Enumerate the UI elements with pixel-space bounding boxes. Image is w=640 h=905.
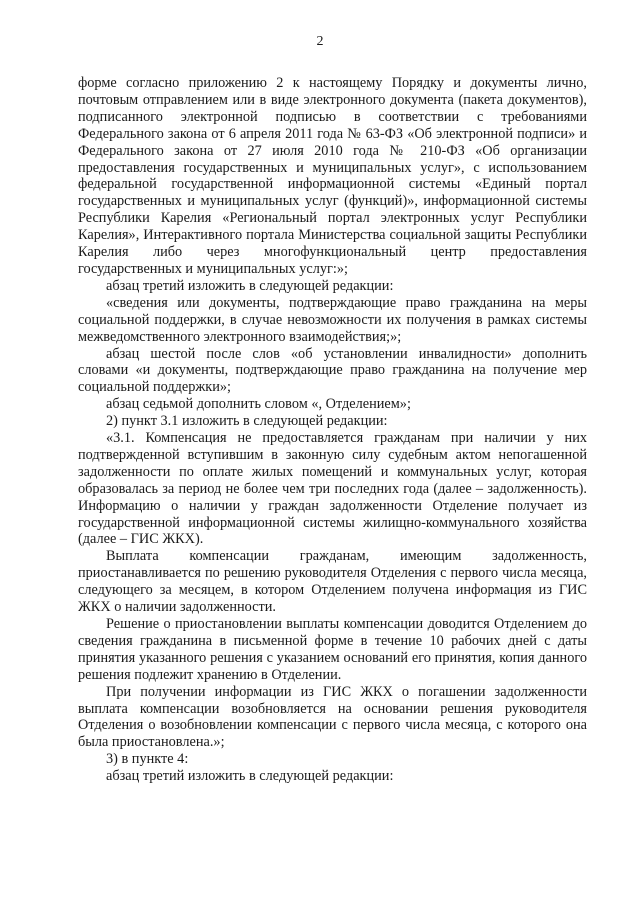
- paragraph: «сведения или документы, подтверждающие право гражданина на меры социальной поддержки, в случае невозможности их получения в рамках системы межведомственного электронного взаимодействия;»;: [78, 294, 587, 345]
- paragraph: 2) пункт 3.1 изложить в следующей редакции:: [106, 413, 388, 430]
- paragraph: абзац третий изложить в следующей редакции:: [106, 768, 394, 785]
- paragraph: абзац шестой после слов «об установлении инвалидности» дополнить словами «и документы, подтверждающие право гражданина на получение мер социальной поддержки»;: [78, 345, 587, 396]
- document-body: [78, 75, 587, 785]
- paragraph: Решение о приостановлении выплаты компенсации доводится Отделением до сведения гражданина в письменной форме в течение 10 рабочих дней с даты принятия указанного решения с указанием оснований его принятия, копия данного решения подлежит хранению в Отделении.: [78, 616, 587, 683]
- paragraph: абзац третий изложить в следующей редакции:: [106, 277, 394, 294]
- paragraph: Выплата компенсации гражданам, имеющим задолженность, приостанавливается по решению руководителя Отделения с первого числа месяца, следующего за месяцем, в котором Отделением получена информация из ГИС ЖКХ о наличии задолженности.: [78, 548, 587, 616]
- paragraph: «3.1. Компенсация не предоставляется гражданам при наличии у них подтвержденной вступившим в законную силу судебным актом непогашенной задолженности по оплате жилых помещений и коммунальных услуг, которая образовалась за период не более чем три последних года (далее – задолженность). Информацию о наличии у граждан задолженности Отделение получает из государственной информационной системы жилищно-коммунального хозяйства (далее – ГИС ЖКХ).: [78, 430, 587, 548]
- paragraph: При получении информации из ГИС ЖКХ о погашении задолженности выплата компенсации возобновляется на основании решения руководителя Отделения о возобновлении компенсации с первого числа месяца, с которого она была приостановлена.»;: [78, 683, 587, 751]
- paragraph: абзац седьмой дополнить словом «, Отделением»;: [106, 396, 411, 413]
- paragraph: форме согласно приложению 2 к настоящему Порядку и документы лично, почтовым отправлением или в виде электронного документа (пакета документов), подписанного электронной подписью в соответствии с требованиями Федерального закона от 6 апреля 2011 года № 63-ФЗ «Об электронной подписи» и Федерального закона от 27 июля 2010 года № 210-ФЗ «Об организации предоставления государственных и муниципальных услуг», с использованием федеральной государственной информационной системы «Единый портал государственных и муниципальных услуг (функций)», информационной системы Республики Карелия «Региональный портал электронных услуг Республики Карелия», Интерактивного портала Министерства социальной защиты Республики Карелия либо через многофункциональный центр предоставления государственных и муниципальных услуг:»;: [78, 75, 587, 277]
- page-number: 2: [316, 34, 324, 49]
- paragraph: 3) в пункте 4:: [106, 751, 189, 768]
